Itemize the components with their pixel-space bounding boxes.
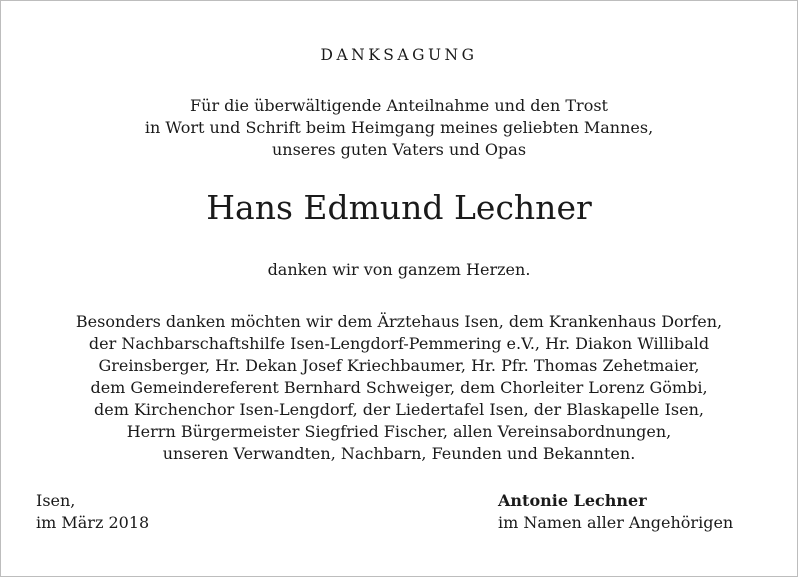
acknowledgement-line: dem Gemeindereferent Bernhard Schweiger, dem Chorleiter Lorenz Gömbi, [90, 378, 708, 397]
intro-line: unseres guten Vaters und Opas [271, 140, 527, 159]
signature-block [498, 490, 733, 534]
intro-line: in Wort und Schrift beim Heimgang meines geliebten Mannes, [144, 118, 654, 137]
signer-note: im Namen aller Angehörigen [498, 513, 734, 532]
acknowledgement-line: Greinsberger, Hr. Dekan Josef Kriechbaumer, Hr. Pfr. Thomas Zehetmaier, [98, 356, 700, 375]
date: im März 2018 [36, 513, 150, 532]
acknowledgements-paragraph [1, 311, 797, 465]
deceased-name: Hans Edmund Lechner [206, 188, 592, 227]
intro-paragraph [1, 95, 797, 161]
acknowledgement-line: Besonders danken möchten wir dem Ärztehaus Isen, dem Krankenhaus Dorfen, [75, 312, 723, 331]
intro-line: Für die überwältigende Anteilnahme und den Trost [190, 96, 608, 115]
acknowledgement-line: unseren Verwandten, Nachbarn, Feunden und Bekannten. [162, 444, 636, 463]
thanks-line: danken wir von ganzem Herzen. [267, 260, 531, 279]
acknowledgement-line: Herrn Bürgermeister Siegfried Fischer, allen Vereinsabordnungen, [126, 422, 672, 441]
notice-heading: DANKSAGUNG [320, 46, 478, 64]
acknowledgement-line: der Nachbarschaftshilfe Isen-Lengdorf-Pemmering e.V., Hr. Diakon Willibald [88, 334, 710, 353]
signer-name: Antonie Lechner [498, 491, 647, 510]
acknowledgement-line: dem Kirchenchor Isen-Lengdorf, der Liedertafel Isen, der Blaskapelle Isen, [93, 400, 704, 419]
place-and-date [36, 490, 149, 534]
place: Isen, [36, 491, 76, 510]
